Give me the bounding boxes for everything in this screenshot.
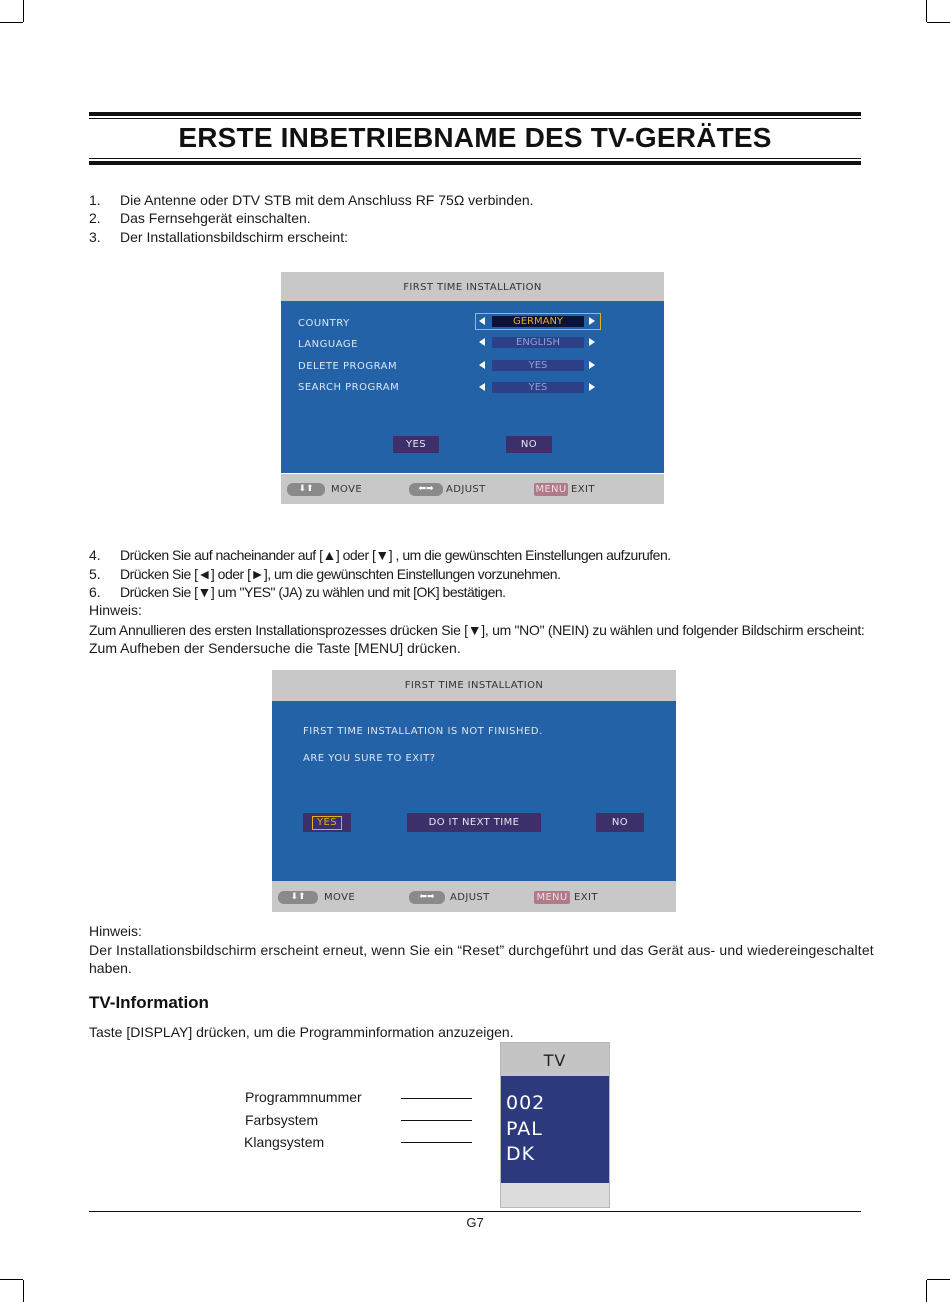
no-button[interactable]: NO bbox=[506, 436, 552, 453]
leader-line bbox=[401, 1098, 472, 1099]
tv-info-header: TV bbox=[501, 1043, 609, 1076]
osd-header: FIRST TIME INSTALLATION bbox=[272, 670, 676, 701]
arrow-right-icon[interactable] bbox=[589, 317, 595, 325]
arrow-right-icon[interactable] bbox=[589, 361, 595, 369]
yes-button[interactable]: YES bbox=[393, 436, 439, 453]
step-number: 1. bbox=[89, 192, 101, 208]
note-label: Hinweis: bbox=[89, 602, 142, 618]
section-heading: TV-Information bbox=[89, 993, 209, 1012]
crop-mark bbox=[927, 1279, 950, 1280]
not-finished-message: FIRST TIME INSTALLATION IS NOT FINISHED. bbox=[303, 726, 543, 737]
crop-mark bbox=[926, 0, 927, 22]
title-rule-top-thin bbox=[89, 118, 861, 119]
up-down-key-icon: ⬇⬆ bbox=[278, 891, 318, 904]
note-text: Der Installationsbildschirm erscheint erneut, wenn Sie ein “Reset” durchgeführt und das Gerät aus- und wiedereingeschaltet bbox=[89, 942, 874, 958]
exit-confirmation-screen bbox=[272, 670, 676, 912]
confirm-exit-message: ARE YOU SURE TO EXIT? bbox=[303, 753, 436, 764]
adjust-label: ADJUST bbox=[446, 484, 486, 495]
move-label: MOVE bbox=[331, 484, 363, 495]
note-label: Hinweis: bbox=[89, 923, 142, 939]
crop-mark bbox=[23, 1280, 24, 1302]
footer-rule bbox=[89, 1211, 861, 1212]
program-number-label: Programmnummer bbox=[245, 1089, 362, 1105]
program-number-value: 002 bbox=[506, 1092, 546, 1114]
arrow-left-icon[interactable] bbox=[479, 383, 485, 391]
sound-system-label: Klangsystem bbox=[244, 1134, 325, 1150]
step-number: 2. bbox=[89, 210, 101, 226]
leader-line bbox=[401, 1120, 472, 1121]
crop-mark bbox=[23, 0, 24, 22]
step-text: Die Antenne oder DTV STB mit dem Anschluss RF 75Ω verbinden. bbox=[120, 192, 534, 208]
arrow-right-icon[interactable] bbox=[589, 383, 595, 391]
arrow-right-icon[interactable] bbox=[589, 338, 595, 346]
language-value[interactable]: ENGLISH bbox=[492, 337, 584, 348]
do-it-next-time-button[interactable]: DO IT NEXT TIME bbox=[407, 813, 541, 832]
title-rule-bottom bbox=[89, 161, 861, 165]
menu-key-icon: MENU bbox=[534, 891, 570, 904]
title-rule-top bbox=[89, 112, 861, 116]
note-text: Zum Annullieren des ersten Installationsprozesses drücken Sie [▼], um "NO" (NEIN) zu wählen und folgender Bildschirm erscheint: bbox=[89, 622, 865, 638]
tv-info-display bbox=[500, 1042, 610, 1208]
search-program-label: SEARCH PROGRAM bbox=[298, 382, 400, 393]
color-system-value: PAL bbox=[506, 1118, 543, 1140]
page-title: ERSTE INBETRIEBNAME DES TV-GERÄTES bbox=[178, 122, 772, 153]
section-intro: Taste [DISPLAY] drücken, um die Programminformation anzuzeigen. bbox=[89, 1024, 514, 1040]
left-right-key-icon: ⬅➡ bbox=[409, 891, 445, 904]
step-number: 4. bbox=[89, 547, 101, 563]
step-text: Drücken Sie [◄] oder [►], um die gewünschten Einstellungen vorzunehmen. bbox=[120, 566, 561, 582]
exit-label: EXIT bbox=[574, 892, 598, 903]
color-system-label: Farbsystem bbox=[245, 1112, 319, 1128]
yes-button[interactable] bbox=[303, 813, 351, 832]
note-text: Zum Aufheben der Sendersuche die Taste [MENU] drücken. bbox=[89, 640, 461, 656]
note-text: haben. bbox=[89, 960, 132, 976]
delete-program-value[interactable]: YES bbox=[492, 360, 584, 371]
left-right-key-icon: ⬅➡ bbox=[409, 483, 443, 496]
step-text: Das Fernsehgerät einschalten. bbox=[120, 210, 311, 226]
crop-mark bbox=[0, 22, 23, 23]
exit-label: EXIT bbox=[571, 484, 595, 495]
menu-key-icon: MENU bbox=[535, 484, 567, 495]
adjust-label: ADJUST bbox=[450, 892, 490, 903]
step-number: 6. bbox=[89, 584, 101, 600]
tv-info-footer bbox=[501, 1183, 609, 1207]
search-program-value[interactable]: YES bbox=[492, 382, 584, 393]
step-text: Der Installationsbildschirm erscheint: bbox=[120, 229, 348, 245]
no-button[interactable]: NO bbox=[596, 813, 644, 832]
delete-program-label: DELETE PROGRAM bbox=[298, 361, 398, 372]
title-rule-bottom-thin bbox=[89, 158, 861, 159]
arrow-left-icon[interactable] bbox=[479, 361, 485, 369]
osd-header: FIRST TIME INSTALLATION bbox=[281, 272, 664, 301]
crop-mark bbox=[927, 22, 950, 23]
page-number: G7 bbox=[466, 1215, 484, 1230]
leader-line bbox=[401, 1142, 472, 1143]
crop-mark bbox=[0, 1279, 23, 1280]
step-number: 5. bbox=[89, 566, 101, 582]
step-number: 3. bbox=[89, 229, 101, 245]
arrow-left-icon[interactable] bbox=[479, 317, 485, 325]
crop-mark bbox=[926, 1280, 927, 1302]
country-value[interactable]: GERMANY bbox=[492, 316, 584, 327]
arrow-left-icon[interactable] bbox=[479, 338, 485, 346]
up-down-key-icon: ⬇⬆ bbox=[287, 483, 325, 496]
sound-system-value: DK bbox=[506, 1143, 536, 1165]
first-time-installation-screen bbox=[281, 272, 664, 504]
yes-button-label: YES bbox=[312, 816, 342, 830]
tv-info-body bbox=[501, 1076, 609, 1183]
language-label: LANGUAGE bbox=[298, 339, 358, 350]
move-label: MOVE bbox=[324, 892, 356, 903]
country-label: COUNTRY bbox=[298, 318, 350, 329]
step-text: Drücken Sie [▼] um "YES" (JA) zu wählen und mit [OK] bestätigen. bbox=[120, 584, 506, 600]
step-text: Drücken Sie auf nacheinander auf [▲] oder [▼] , um die gewünschten Einstellungen aufzurufen. bbox=[120, 547, 671, 563]
